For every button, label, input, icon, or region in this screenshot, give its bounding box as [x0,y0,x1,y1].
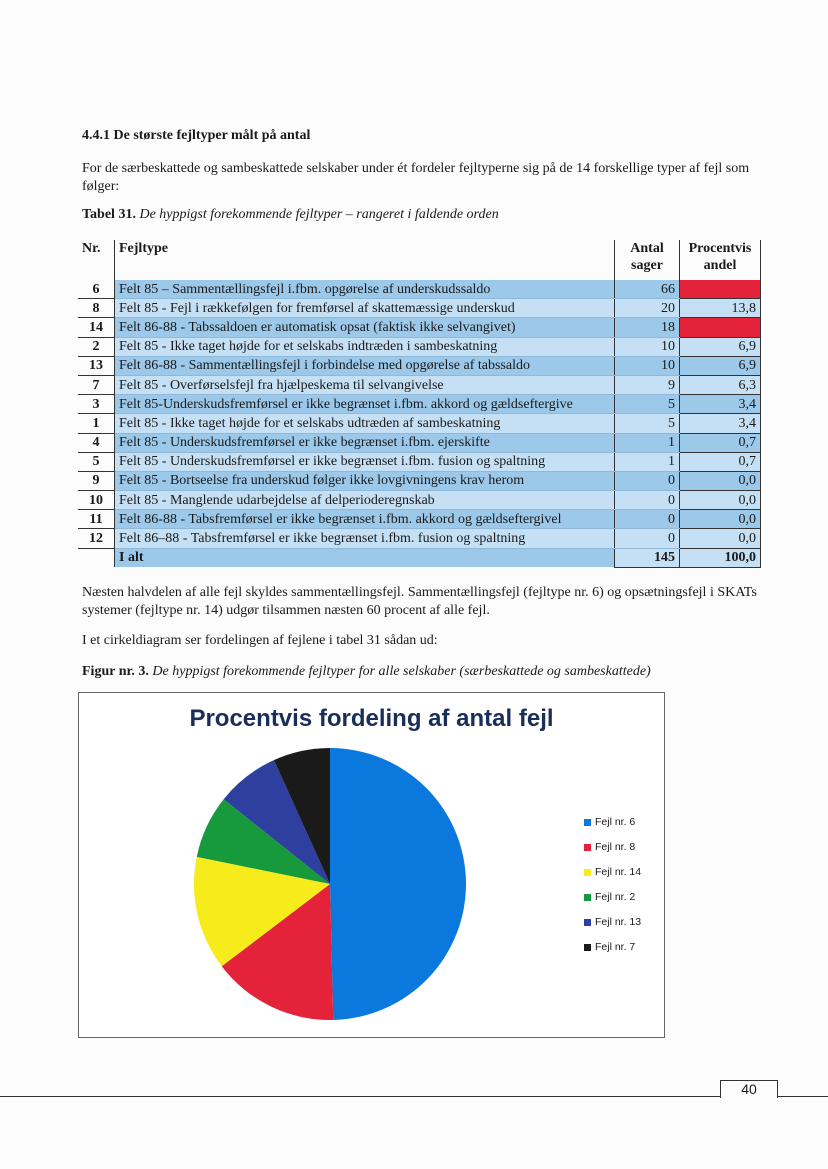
row-pct: 0,0 [680,529,761,548]
row-count: 18 [615,318,680,337]
row-pct: 0,7 [680,452,761,471]
row-type: Felt 85 - Bortseelse fra underskud følger ikke lovgivningens krav herom [115,471,615,490]
table-caption-text: De hyppigst forekommende fejltyper – rangeret i faldende orden [139,207,499,222]
row-nr: 8 [78,299,115,318]
row-nr: 4 [78,433,115,452]
pie-chart-figure [78,692,665,1038]
row-count: 0 [615,491,680,510]
row-count: 5 [615,414,680,433]
row-nr: 1 [78,414,115,433]
row-count: 0 [615,529,680,548]
row-nr: 6 [78,280,115,299]
table-row [78,375,761,394]
row-pct: 45,5 [680,280,761,299]
legend-swatch [584,844,591,851]
total-label: I alt [115,548,615,567]
table-row [78,510,761,529]
row-nr: 11 [78,510,115,529]
legend-item [584,841,641,866]
row-pct: 12,4 [680,318,761,337]
legend-label: Fejl nr. 6 [595,816,636,828]
figure-caption-label: Figur nr. 3. [82,664,149,679]
row-type: Felt 85 - Underskudsfremførsel er ikke begrænset i.fbm. fusion og spaltning [115,452,615,471]
legend-item [584,941,641,966]
row-type: Felt 85 - Fejl i rækkefølgen for fremførsel af skattemæssige underskud [115,299,615,318]
table-caption-label: Tabel 31. [82,207,136,222]
row-count: 1 [615,433,680,452]
row-pct: 0,0 [680,491,761,510]
legend-item [584,816,641,841]
header-count: Antal sager [615,240,680,280]
legend-label: Fejl nr. 2 [595,891,636,903]
table-row [78,356,761,375]
row-count: 1 [615,452,680,471]
header-nr: Nr. [78,240,115,280]
legend-label: Fejl nr. 14 [595,866,642,878]
table-row [78,395,761,414]
row-nr: 7 [78,375,115,394]
row-nr: 13 [78,356,115,375]
section-heading: 4.4.1 De største fejltyper målt på antal [82,128,311,143]
table-row [78,491,761,510]
intro-paragraph: For de særbeskattede og sambeskattede selskaber under ét fordeler fejltyperne sig på de 14 forskellige typer af fejl som følger: [82,161,750,194]
row-type: Felt 85 - Ikke taget højde for et selskabs udtræden af sambeskatning [115,414,615,433]
legend-label: Fejl nr. 7 [595,941,636,953]
total-count: 145 [615,548,680,567]
pie-slice-fejl-nr-6 [330,748,466,1020]
row-nr: 10 [78,491,115,510]
row-count: 0 [615,471,680,490]
legend-label: Fejl nr. 13 [595,916,642,928]
row-pct: 0,7 [680,433,761,452]
row-count: 5 [615,395,680,414]
row-nr: 9 [78,471,115,490]
row-nr: 2 [78,337,115,356]
row-count: 66 [615,280,680,299]
table-row [78,299,761,318]
row-type: Felt 85 - Ikke taget højde for et selskabs indtræden i sambeskatning [115,337,615,356]
table-row [78,414,761,433]
row-type: Felt 85 - Underskudsfremførsel er ikke begrænset i.fbm. ejerskifte [115,433,615,452]
header-type: Fejltype [115,240,615,280]
legend-item [584,866,641,891]
row-count: 0 [615,510,680,529]
table-caption [82,207,499,223]
row-pct: 0,0 [680,471,761,490]
row-type: Felt 86-88 - Tabssaldoen er automatisk opsat (faktisk ikke selvangivet) [115,318,615,337]
row-type: Felt 85 – Sammentællingsfejl i.fbm. opgørelse af underskudssaldo [115,280,615,299]
row-nr: 3 [78,395,115,414]
table-row [78,318,761,337]
footer-rule-right [777,1096,828,1097]
table-row [78,337,761,356]
page-number: 40 [720,1080,778,1098]
row-nr: 5 [78,452,115,471]
row-type: Felt 86-88 - Sammentællingsfejl i forbindelse med opgørelse af tabssaldo [115,356,615,375]
figure-caption-text: De hyppigst forekommende fejltyper for alle selskaber (særbeskattede og sambeskattede) [152,664,651,679]
table-row [78,452,761,471]
legend-swatch [584,944,591,951]
legend-item [584,916,641,941]
pie-chart [79,693,664,1037]
row-pct: 3,4 [680,395,761,414]
legend-item [584,891,641,916]
chart-legend [584,816,641,966]
chart-title: Procentvis fordeling af antal fejl [189,705,554,732]
row-pct: 6,9 [680,337,761,356]
legend-swatch [584,819,591,826]
header-pct: Procentvis andel [680,240,761,280]
row-count: 10 [615,356,680,375]
row-pct: 6,3 [680,375,761,394]
row-type: Felt 85-Underskudsfremførsel er ikke begrænset i.fbm. akkord og gældseftergive [115,395,615,414]
legend-swatch [584,894,591,901]
row-count: 10 [615,337,680,356]
row-pct: 6,9 [680,356,761,375]
total-pct: 100,0 [680,548,761,567]
table-row [78,433,761,452]
row-pct: 3,4 [680,414,761,433]
row-pct: 13,8 [680,299,761,318]
legend-swatch [584,919,591,926]
row-type: Felt 85 - Overførselsfejl fra hjælpeskema til selvangivelse [115,375,615,394]
row-type: Felt 85 - Manglende udarbejdelse af delperioderegnskab [115,491,615,510]
row-type: Felt 86-88 - Tabsfremførsel er ikke begrænset i.fbm. akkord og gældseftergivel [115,510,615,529]
error-types-table [78,240,761,568]
figure-caption [82,664,651,680]
table-row [78,529,761,548]
legend-label: Fejl nr. 8 [595,841,636,853]
paragraph-chart-intro: I et cirkeldiagram ser fordelingen af fejlene i tabel 31 sådan ud: [82,633,438,648]
footer-rule [0,1096,720,1097]
table-row [78,280,761,299]
table-row [78,471,761,490]
row-nr: 14 [78,318,115,337]
row-nr: 12 [78,529,115,548]
row-count: 9 [615,375,680,394]
row-type: Felt 86–88 - Tabsfremførsel er ikke begrænset i.fbm. fusion og spaltning [115,529,615,548]
legend-swatch [584,869,591,876]
row-pct: 0,0 [680,510,761,529]
paragraph-analysis: Næsten halvdelen af alle fejl skyldes sammentællingsfejl. Sammentællingsfejl (fejltype nr. 6) og opsætningsfejl i SKATs systemer (fejltype nr. 14) udgør tilsammen næsten 60 procent af alle fejl. [82,585,757,618]
row-count: 20 [615,299,680,318]
